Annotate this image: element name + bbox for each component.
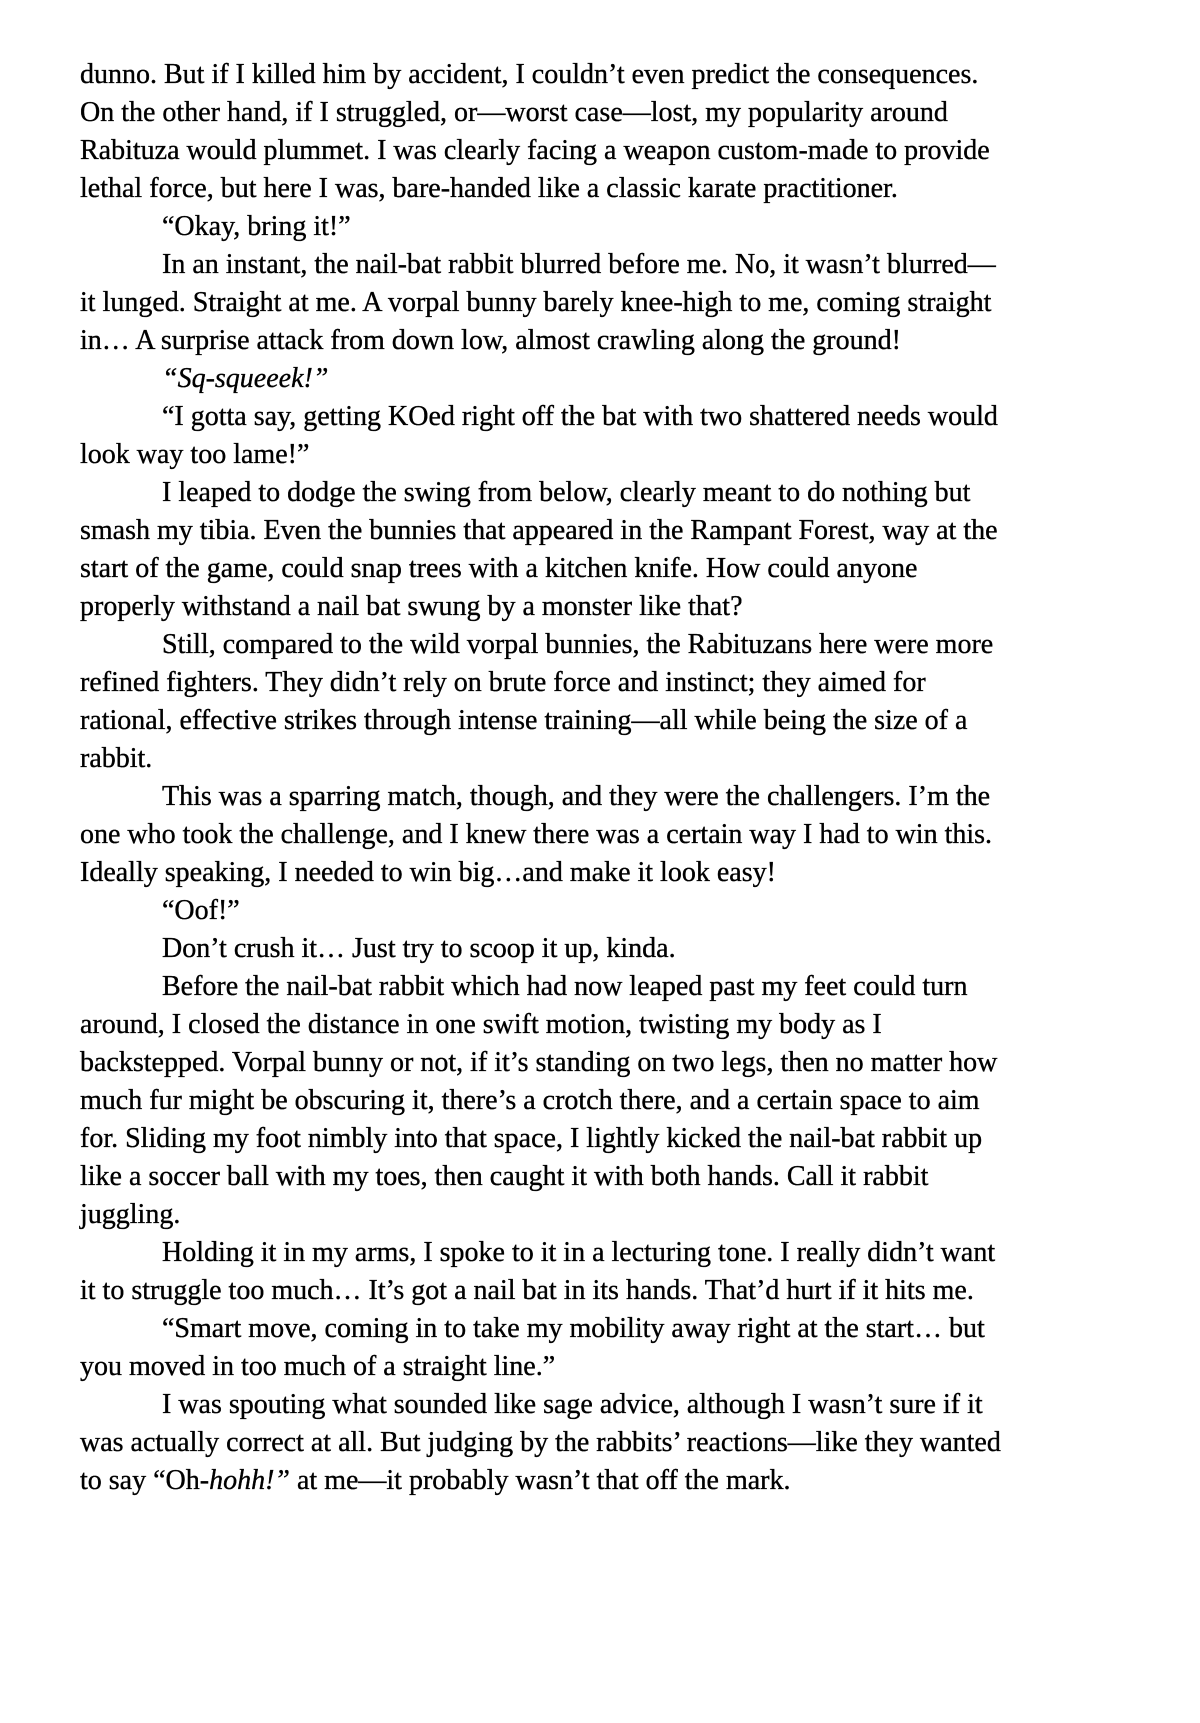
paragraph [80,778,1008,892]
paragraph-segment: This was a sparring match, though, and they were the challengers. I’m the one who took the challenge, and I knew there was a certain way I had to win this. Ideally speaking, I needed to win big…and make it look easy! [80,781,993,888]
paragraph-segment: “I gotta say, getting KOed right off the bat with two shattered needs would look way too lame!” [80,401,998,470]
text-column [80,56,1008,1500]
paragraph-segment: “Oof!” [162,895,240,926]
paragraph [80,360,1008,398]
paragraph-segment: I leaped to dodge the swing from below, clearly meant to do nothing but smash my tibia. Even the bunnies that appeared in the Rampant Forest, way at the start of the game, could snap trees with a kitchen knife. How could anyone properly withstand a nail bat swung by a monster like that? [80,477,998,622]
paragraph [80,930,1008,968]
paragraph-segment: “Okay, bring it!” [162,211,351,242]
paragraph-segment: Holding it in my arms, I spoke to it in a lecturing tone. I really didn’t want it to struggle too much… It’s got a nail bat in its hands. That’d hurt if it hits me. [80,1237,996,1306]
paragraph-segment: Before the nail-bat rabbit which had now leaped past my feet could turn around, I closed the distance in one swift motion, twisting my body as I backstepped. Vorpal bunny or not, if it’s standing on two legs, then no matter how much fur might be obscuring it, there’s a crotch there, and a certain space to aim for. Sliding my foot nimbly into that space, I lightly kicked the nail-bat rabbit up like a soccer ball with my toes, then caught it with both hands. Call it rabbit juggling. [80,971,998,1230]
paragraph-segment: at me—it probably wasn’t that off the mark. [289,1465,791,1496]
paragraph-segment: Don’t crush it… Just try to scoop it up, kinda. [162,933,676,964]
paragraph [80,208,1008,246]
paragraph [80,56,1008,208]
paragraph [80,246,1008,360]
paragraph-segment: “Smart move, coming in to take my mobility away right at the start… but you moved in too much of a straight line.” [80,1313,985,1382]
paragraph-segment: In an instant, the nail-bat rabbit blurred before me. No, it wasn’t blurred—it lunged. Straight at me. A vorpal bunny barely knee-high to me, coming straight in… A surprise attack from down low, almost crawling along the ground! [80,249,996,356]
paragraph [80,968,1008,1234]
paragraph [80,892,1008,930]
paragraph [80,1234,1008,1310]
paragraph-segment-italic: “Sq-squeeek!” [162,363,329,394]
paragraph-segment: dunno. But if I killed him by accident, I couldn’t even predict the consequences. On the other hand, if I struggled, or—worst case—lost, my popularity around Rabituza would plummet. I was clearly facing a weapon custom-made to provide lethal force, but here I was, bare-handed like a classic karate practitioner. [80,59,990,204]
paragraph-segment-italic: hohh!” [209,1465,290,1496]
paragraph [80,398,1008,474]
paragraph [80,626,1008,778]
paragraph [80,474,1008,626]
paragraph-segment: I was spouting what sounded like sage advice, although I wasn’t sure if it was actually correct at all. But judging by the rabbits’ reactions—like they wanted to say “Oh- [80,1389,1001,1496]
paragraph [80,1386,1008,1500]
paragraph-segment: Still, compared to the wild vorpal bunnies, the Rabituzans here were more refined fighters. They didn’t rely on brute force and instinct; they aimed for rational, effective strikes through intense training—all while being the size of a rabbit. [80,629,994,774]
paragraph [80,1310,1008,1386]
